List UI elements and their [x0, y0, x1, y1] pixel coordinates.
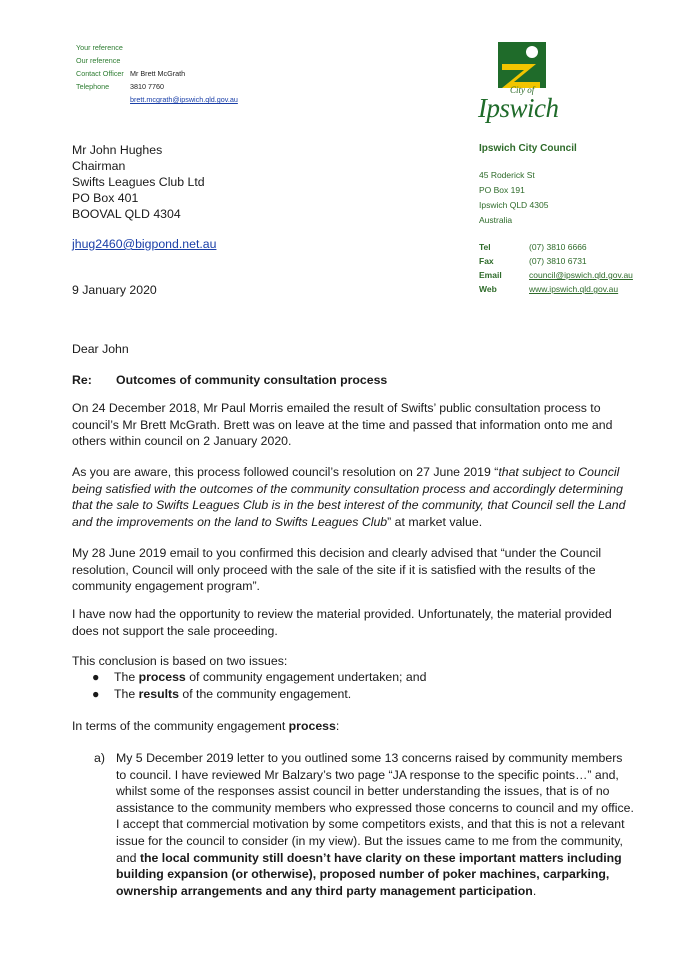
- council-fax-label: Fax: [479, 256, 494, 266]
- paragraph-text: On 24 December 2018, Mr Paul Morris emailed the result of Swifts’ public consultation process to council’s Mr Brett McGrath. Brett was on leave at the time and passed that information onto me and others within council on 2 January 2020.: [72, 401, 613, 448]
- paragraph-5: [72, 653, 632, 670]
- reference-block: [76, 41, 238, 104]
- bullet-icon: ●: [92, 670, 100, 684]
- council-name: Ipswich City Council: [479, 143, 577, 154]
- bullet-icon: ●: [92, 687, 100, 701]
- paragraph-6-start: In terms of the community engagement: [72, 719, 289, 733]
- item-marker: a): [94, 751, 105, 765]
- council-web-link[interactable]: www.ipswich.qld.gov.au: [529, 284, 619, 294]
- council-email-link[interactable]: council@ipswich.qld.gov.au: [529, 270, 633, 280]
- subject-line: [72, 373, 387, 387]
- bullet-text: The: [114, 687, 139, 701]
- paragraph-text: [72, 464, 632, 530]
- item-a-emphasis: the local community still doesn’t have clarity on these important matters including building expansion (or otherwise), proposed number of poker machines, carparking, ownership arrangements and any third party management participation: [116, 850, 622, 898]
- paragraph-text: My 28 June 2019 email to you confirmed this decision and clearly advised that “under the Council resolution, Council will only proceed with the sale of the site if it is satisfied with the results of the community engagement program”.: [72, 546, 602, 593]
- council-tel-label: Tel: [479, 242, 491, 252]
- list-item: [92, 669, 426, 686]
- addressee-locality: BOOVAL QLD 4304: [72, 207, 181, 221]
- letter-date: 9 January 2020: [72, 283, 157, 297]
- paragraph-1: [72, 400, 632, 450]
- bullet-emphasis: process: [138, 670, 186, 684]
- paragraph-6-emphasis: process: [288, 719, 336, 733]
- telephone-value: 3810 7760: [130, 82, 164, 91]
- council-address-line: PO Box 191: [479, 185, 525, 195]
- addressee-email-link[interactable]: jhug2460@bigpond.net.au: [72, 237, 217, 251]
- logo-emblem-icon: [474, 42, 570, 90]
- logo-ipswich-text: Ipswich: [478, 93, 559, 123]
- council-fax-value: (07) 3810 6731: [529, 256, 587, 266]
- logo-city-of-text: City of: [510, 85, 535, 95]
- council-web-label: Web: [479, 284, 497, 294]
- paragraph-3: [72, 545, 632, 595]
- paragraph-2: [72, 464, 632, 530]
- addressee-po-box: PO Box 401: [72, 191, 139, 205]
- council-address-line: Ipswich QLD 4305: [479, 200, 549, 210]
- paragraph-text: I have now had the opportunity to review the material provided. Unfortunately, the material provided does not support the sale proceeding.: [72, 607, 612, 638]
- paragraph-6: [72, 718, 632, 735]
- paragraph-2-start: As you are aware, this process followed council’s resolution on 27 June 2019 “: [72, 465, 499, 479]
- paragraph-4: [72, 606, 632, 639]
- council-contacts: [479, 240, 633, 296]
- issues-list: [92, 669, 426, 703]
- council-tel-value: (07) 3810 6666: [529, 242, 587, 252]
- council-details: [479, 143, 633, 296]
- contact-officer-email-link[interactable]: brett.mcgrath@ipswich.qld.gov.au: [130, 95, 238, 104]
- addressee-block: [72, 142, 216, 252]
- item-a-text: My 5 December 2019 letter to you outlined some 13 concerns raised by community members to council. I have reviewed Mr Balzary’s two page “JA response to the specific points…” and, whilst some of the responses assist council in better understanding the issues, that is of no assistance to the community members who expressed those concerns to council and my office. I accept that commercial motivation by some competitors exists, and that this is not a relevant issue for the council to consider (in my view). But the issues came to me from the community, and: [116, 751, 634, 865]
- bullet-text: of the community engagement.: [178, 687, 352, 701]
- paragraph-text: [72, 718, 632, 735]
- council-address: [479, 168, 633, 228]
- paragraph-2-end: ” at market value.: [387, 514, 483, 529]
- council-address-line: Australia: [479, 215, 513, 225]
- telephone-label: Telephone: [76, 82, 110, 91]
- paragraph-6-end: :: [335, 719, 340, 733]
- item-a-end: .: [532, 883, 537, 898]
- list-item: [92, 686, 426, 703]
- contact-officer-label: Contact Officer: [76, 69, 124, 78]
- contact-officer-value: Mr Brett McGrath: [130, 69, 186, 78]
- bullet-text: of community engagement undertaken; and: [185, 670, 427, 684]
- addressee-organisation: Swifts Leagues Club Ltd: [72, 175, 205, 189]
- subject-text: Outcomes of community consultation process: [116, 373, 388, 387]
- salutation: Dear John: [72, 342, 129, 356]
- your-reference-label: Your reference: [76, 43, 123, 52]
- addressee-title: Chairman: [72, 159, 126, 173]
- council-address-line: 45 Roderick St: [479, 170, 535, 180]
- our-reference-label: Our reference: [76, 56, 121, 65]
- city-of-ipswich-logo: [474, 42, 570, 123]
- resolution-quote: that subject to Council being satisfied with the outcomes of the community consultation process and accordingly determining that the sale to Swifts Leagues Club is in the best interest of the community, that Council sell the Land and the improvements on the land to Swifts Leagues Club: [72, 465, 626, 529]
- paragraph-text: This conclusion is based on two issues:: [72, 654, 288, 668]
- bullet-text: The: [114, 670, 139, 684]
- addressee-name: Mr John Hughes: [72, 143, 163, 157]
- subject-label: Re:: [72, 373, 92, 387]
- council-email-label: Email: [479, 270, 502, 280]
- item-text: [116, 750, 634, 899]
- concern-item-a: [94, 750, 634, 899]
- bullet-emphasis: results: [138, 687, 179, 701]
